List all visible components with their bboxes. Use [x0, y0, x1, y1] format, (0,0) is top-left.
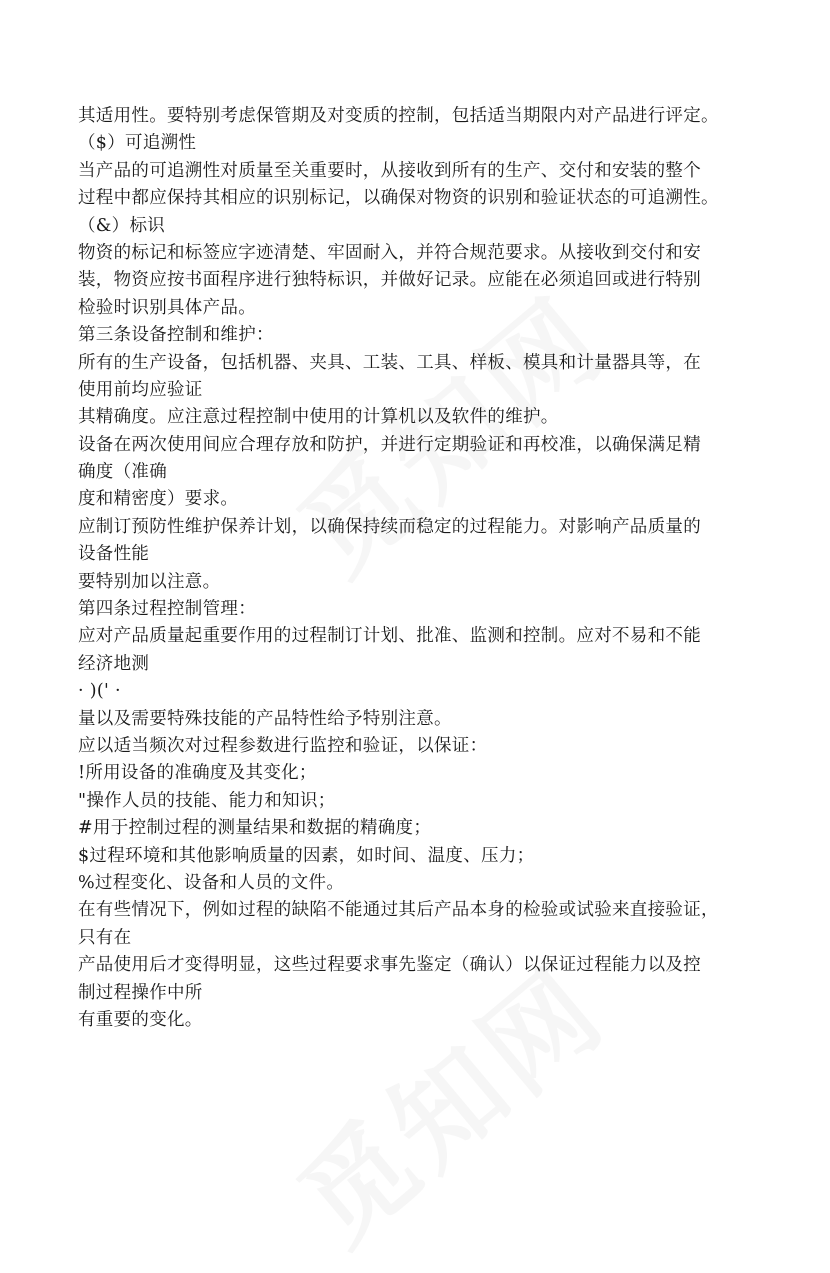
list-item: "操作人员的技能、能力和知识；: [78, 790, 336, 811]
text-line: 物资的标记和标签应字迹清楚、牢固耐入，并符合规范要求。从接收到交付和安: [78, 242, 701, 263]
text-line: 所有的生产设备，包括机器、夹具、工装、工具、样板、模具和计量器具等，在: [78, 352, 701, 373]
text-line: 设备在两次使用间应合理存放和防护，并进行定期验证和再校准，以确保满足精: [78, 434, 701, 455]
text-line: 量以及需要特殊技能的产品特性给予特别注意。: [78, 708, 452, 729]
text-line: 设备性能: [78, 544, 150, 565]
text-line: 使用前均应验证: [78, 379, 203, 400]
text-line: 其适用性。要特别考虑保管期及对变质的控制，包括适当期限内对产品进行评定。: [78, 106, 719, 126]
text-line: 过程中都应保持其相应的识别标记，以确保对物资的识别和验证状态的可追溯性。: [78, 188, 719, 209]
text-line: 要特别加以注意。: [78, 571, 221, 592]
section-heading-traceability: （$）可追溯性: [78, 133, 197, 154]
text-line: 应制订预防性维护保养计划，以确保持续而稳定的过程能力。对影响产品质量的: [78, 516, 701, 537]
section-heading-identification: （&）标识: [78, 215, 166, 236]
text-line: 应对产品质量起重要作用的过程制订计划、批准、监测和控制。应对不易和不能: [78, 626, 701, 647]
list-item: #用于控制过程的测量结果和数据的精确度；: [78, 818, 432, 839]
list-item: !所用设备的准确度及其变化；: [78, 763, 317, 784]
garbled-text-line: · )(' ·: [78, 681, 121, 702]
text-line: 有重要的变化。: [78, 1009, 203, 1030]
document-body: [78, 103, 798, 1034]
text-line: 在有些情况下，例如过程的缺陷不能通过其后产品本身的检验或试验来直接验证，: [78, 900, 719, 921]
text-line: 只有在: [78, 927, 132, 948]
text-line: 当产品的可追溯性对质量至关重要时，从接收到所有的生产、交付和安装的整个: [78, 160, 701, 181]
text-line: 装，物资应按书面程序进行独特标识，并做好记录。应能在必须追回或进行特别: [78, 270, 701, 291]
text-line: 检验时识别具体产品。: [78, 297, 256, 318]
article-heading-equipment: 第三条设备控制和维护：: [78, 325, 274, 346]
text-line: 其精确度。应注意过程控制中使用的计算机以及软件的维护。: [78, 407, 559, 428]
text-line: 确度（准确: [78, 462, 167, 483]
text-line: 产品使用后才变得明显，这些过程要求事先鉴定（确认）以保证过程能力以及控: [78, 955, 701, 976]
article-heading-process-control: 第四条过程控制管理：: [78, 599, 256, 620]
text-line: 应以适当频次对过程参数进行监控和验证，以保证：: [78, 735, 488, 756]
text-line: 经济地测: [78, 653, 150, 674]
list-item: %过程变化、设备和人员的文件。: [78, 872, 345, 893]
list-item: $过程环境和其他影响质量的因素，如时间、温度、压力；: [78, 845, 535, 866]
text-line: 制过程操作中所: [78, 982, 203, 1003]
text-line: 度和精密度）要求。: [78, 489, 239, 510]
